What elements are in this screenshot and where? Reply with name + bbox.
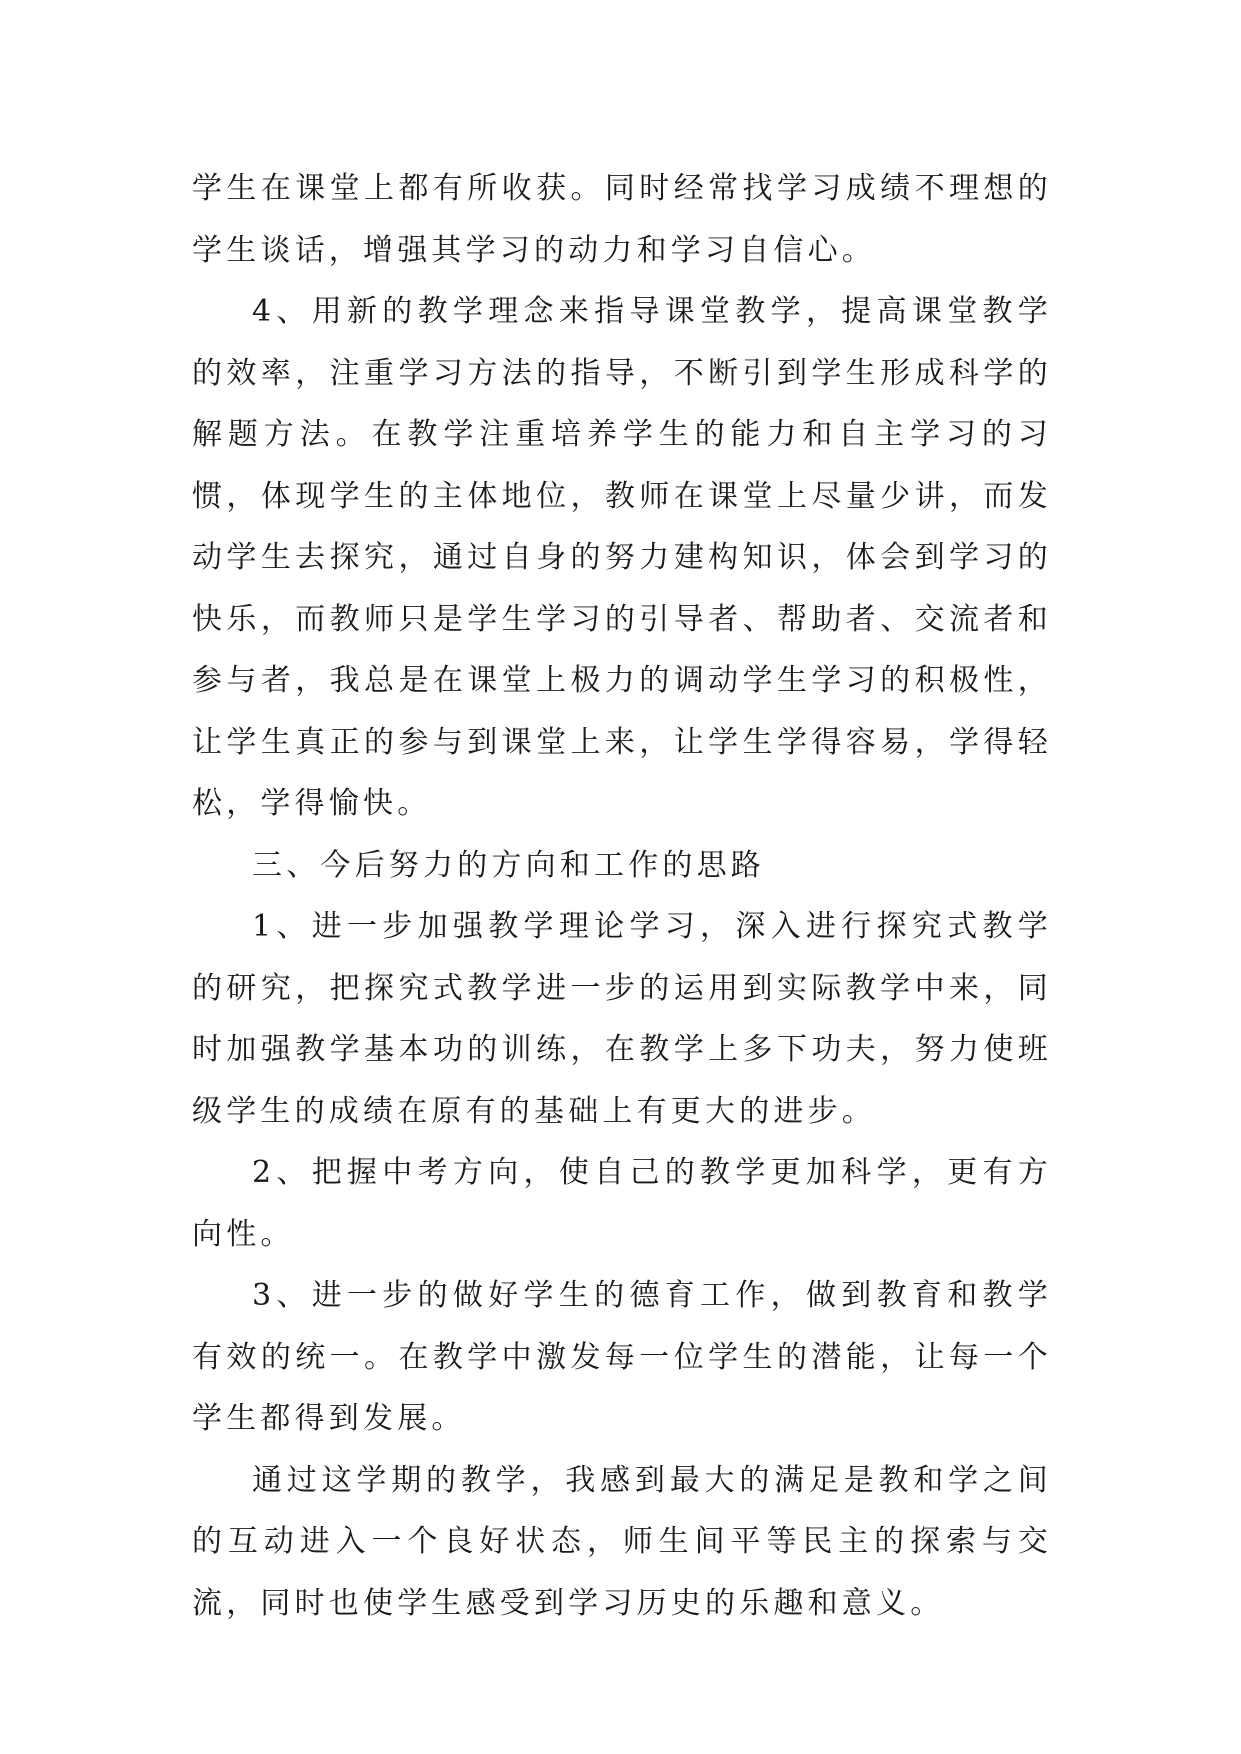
paragraph-plan-2: 2、把握中考方向，使自己的教学更加科学，更有方向性。 [192, 1155, 1052, 1252]
document-body [192, 158, 1052, 1634]
section-heading-future-direction: 三、今后努力的方向和工作的思路 [252, 847, 765, 883]
paragraph-conclusion: 通过这学期的教学，我感到最大的满足是教和学之间的互动进入一个良好状态，师生间平等民主的探索与交流，同时也使学生感受到学习历史的乐趣和意义。 [192, 1462, 1052, 1621]
paragraph-point-4: 4、用新的教学理念来指导课堂教学，提高课堂教学的效率，注重学习方法的指导，不断引到学生形成科学的解题方法。在教学注重培养学生的能力和自主学习的习惯，体现学生的主体地位，教师在课堂上尽量少讲，而发动学生去探究，通过自身的努力建构知识，体会到学习的快乐，而教师只是学生学习的引导者、帮助者、交流者和参与者，我总是在课堂上极力的调动学生学习的积极性，让学生真正的参与到课堂上来，让学生学得容易，学得轻松，学得愉快。 [192, 294, 1052, 821]
paragraph-plan-1: 1、进一步加强教学理论学习，深入进行探究式教学的研究，把探究式教学进一步的运用到实际教学中来，同时加强教学基本功的训练，在教学上多下功夫，努力使班级学生的成绩在原有的基础上有更大的进步。 [192, 909, 1052, 1129]
paragraph-continuation: 学生在课堂上都有所收获。同时经常找学习成绩不理想的学生谈话，增强其学习的动力和学习自信心。 [192, 171, 1052, 268]
paragraph-plan-3: 3、进一步的做好学生的德育工作，做到教育和教学有效的统一。在教学中激发每一位学生的潜能，让每一个学生都得到发展。 [192, 1278, 1052, 1436]
